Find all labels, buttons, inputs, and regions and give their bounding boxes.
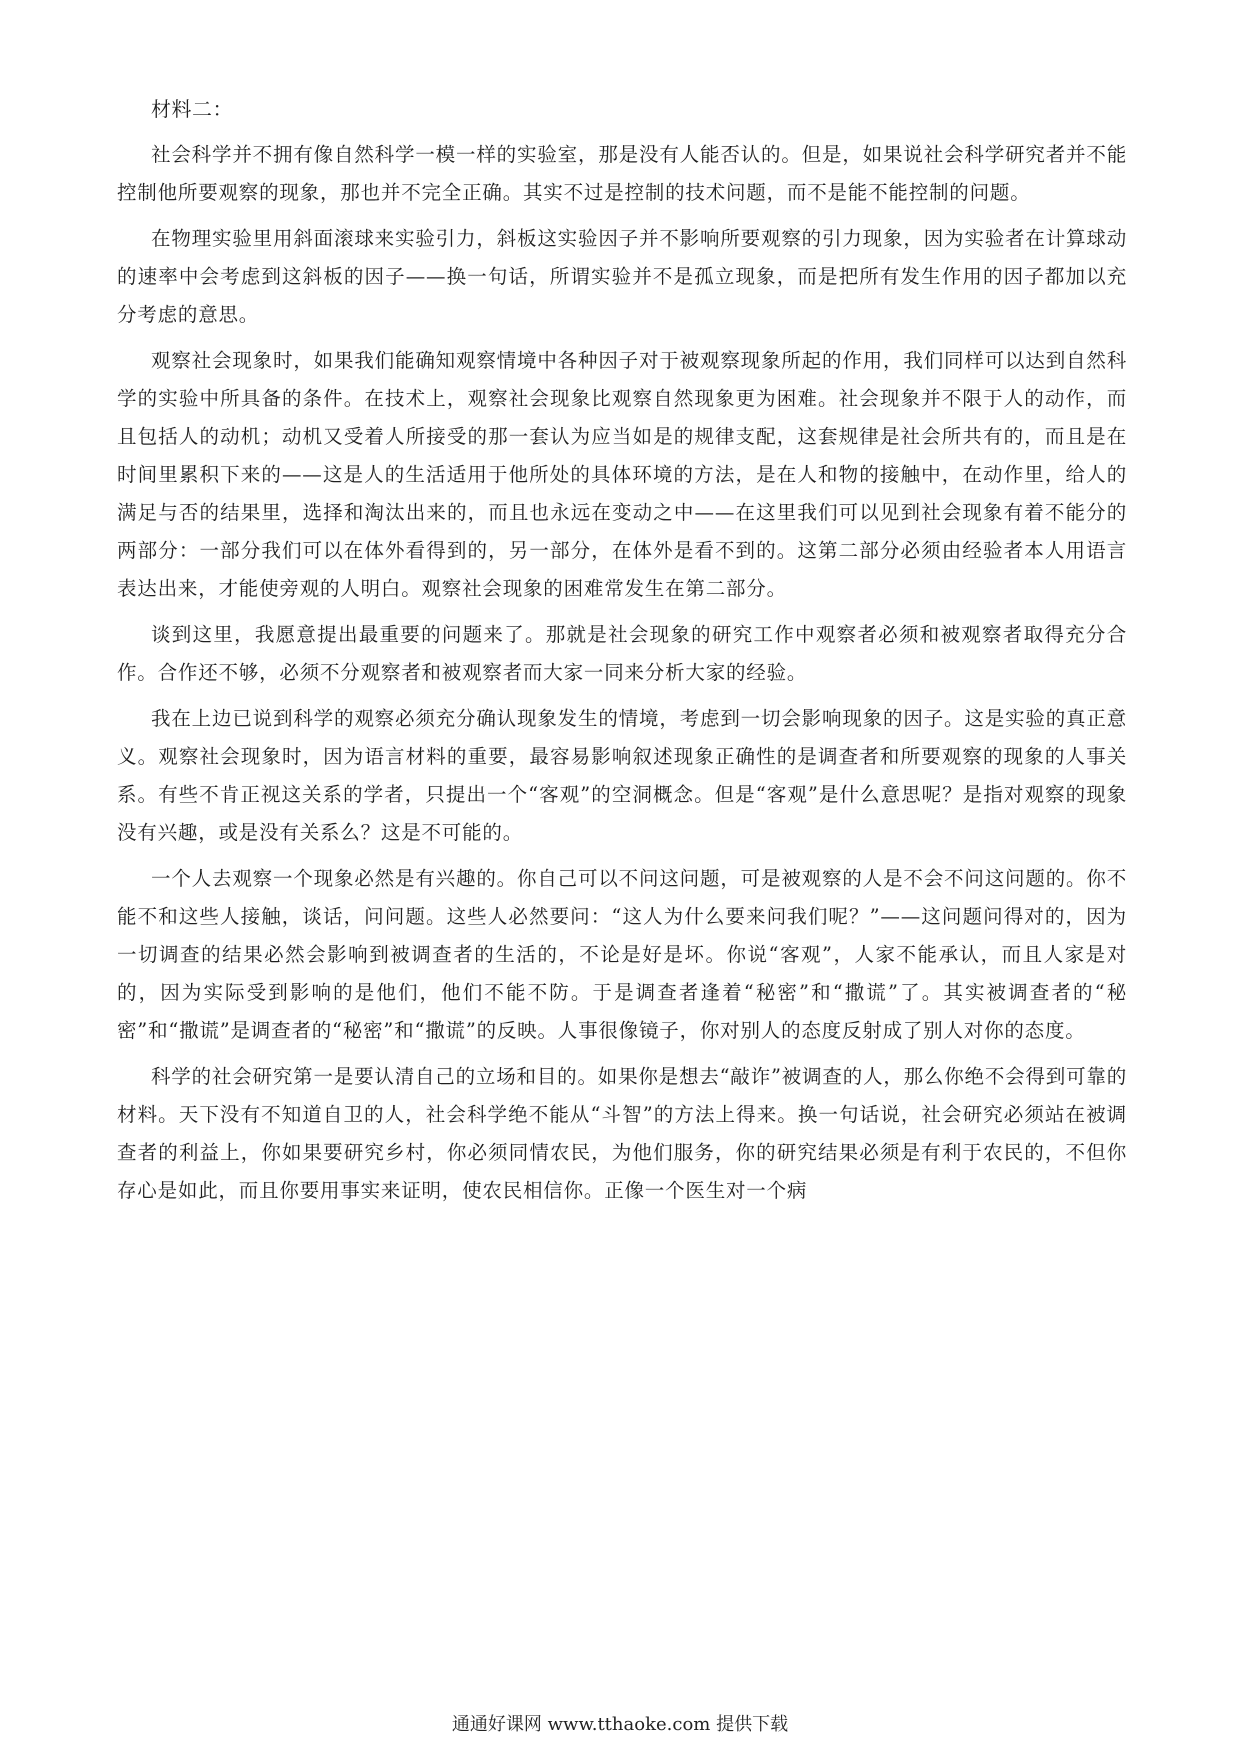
document-body: [117, 90, 1127, 1218]
paragraph-3: 观察社会现象时，如果我们能确知观察情境中各种因子对于被观察现象所起的作用，我们同样可以达到自然科学的实验中所具备的条件。在技术上，观察社会现象比观察自然现象更为困难。社会现象并不限于人的动作，而且包括人的动机；动机又受着人所接受的那一套认为应当如是的规律支配，这套规律是社会所共有的，而且是在时间里累积下来的——这是人的生活适用于他所处的具体环境的方法，是在人和物的接触中，在动作里，给人的满足与否的结果里，选择和淘汰出来的，而且也永远在变动之中——在这里我们可以见到社会现象有着不能分的两部分：一部分我们可以在体外看得到的，另一部分，在体外是看不到的。这第二部分必须由经验者本人用语言表达出来，才能使旁观的人明白。观察社会现象的困难常发生在第二部分。: [117, 349, 1127, 600]
paragraph-7: 科学的社会研究第一是要认清自己的立场和目的。如果你是想去“敲诈”被调查的人，那么你绝不会得到可靠的材料。天下没有不知道自卫的人，社会科学绝不能从“斗智”的方法上得来。换一句话说，社会研究必须站在被调查者的利益上，你如果要研究乡村，你必须同情农民，为他们服务，你的研究结果必须是有利于农民的，不但你存心是如此，而且你要用事实来证明，使农民相信你。正像一个医生对一个病: [117, 1065, 1127, 1202]
paragraph-6: 一个人去观察一个现象必然是有兴趣的。你自己可以不问这问题，可是被观察的人是不会不问这问题的。你不能不和这些人接触，谈话，问问题。这些人必然要问：“这人为什么要来问我们呢？”——这问题问得对的，因为一切调查的结果必然会影响到被调查者的生活的，不论是好是坏。你说“客观”，人家不能承认，而且人家是对的，因为实际受到影响的是他们，他们不能不防。于是调查者逢着“秘密”和“撒谎”了。其实被调查者的“秘密”和“撒谎”是调查者的“秘密”和“撒谎”的反映。人事很像镜子，你对别人的态度反射成了别人对你的态度。: [117, 867, 1127, 1042]
page-footer: 通通好课网 www.tthaoke.com 提供下载: [451, 1714, 789, 1735]
section-heading: 材料二：: [151, 97, 233, 121]
paragraph-5: 我在上边已说到科学的观察必须充分确认现象发生的情境，考虑到一切会影响现象的因子。这是实验的真正意义。观察社会现象时，因为语言材料的重要，最容易影响叙述现象正确性的是调查者和所要观察的现象的人事关系。有些不肯正视这关系的学者，只提出一个“客观”的空洞概念。但是“客观”是什么意思呢？是指对观察的现象没有兴趣，或是没有关系么？这是不可能的。: [117, 707, 1127, 844]
paragraph-1: 社会科学并不拥有像自然科学一模一样的实验室，那是没有人能否认的。但是，如果说社会科学研究者并不能控制他所要观察的现象，那也并不完全正确。其实不过是控制的技术问题，而不是能不能控制的问题。: [117, 143, 1127, 204]
paragraph-2: 在物理实验里用斜面滚球来实验引力，斜板这实验因子并不影响所要观察的引力现象，因为实验者在计算球动的速率中会考虑到这斜板的因子——换一句话，所谓实验并不是孤立现象，而是把所有发生作用的因子都加以充分考虑的意思。: [117, 227, 1127, 326]
paragraph-4: 谈到这里，我愿意提出最重要的问题来了。那就是社会现象的研究工作中观察者必须和被观察者取得充分合作。合作还不够，必须不分观察者和被观察者而大家一同来分析大家的经验。: [117, 623, 1127, 684]
